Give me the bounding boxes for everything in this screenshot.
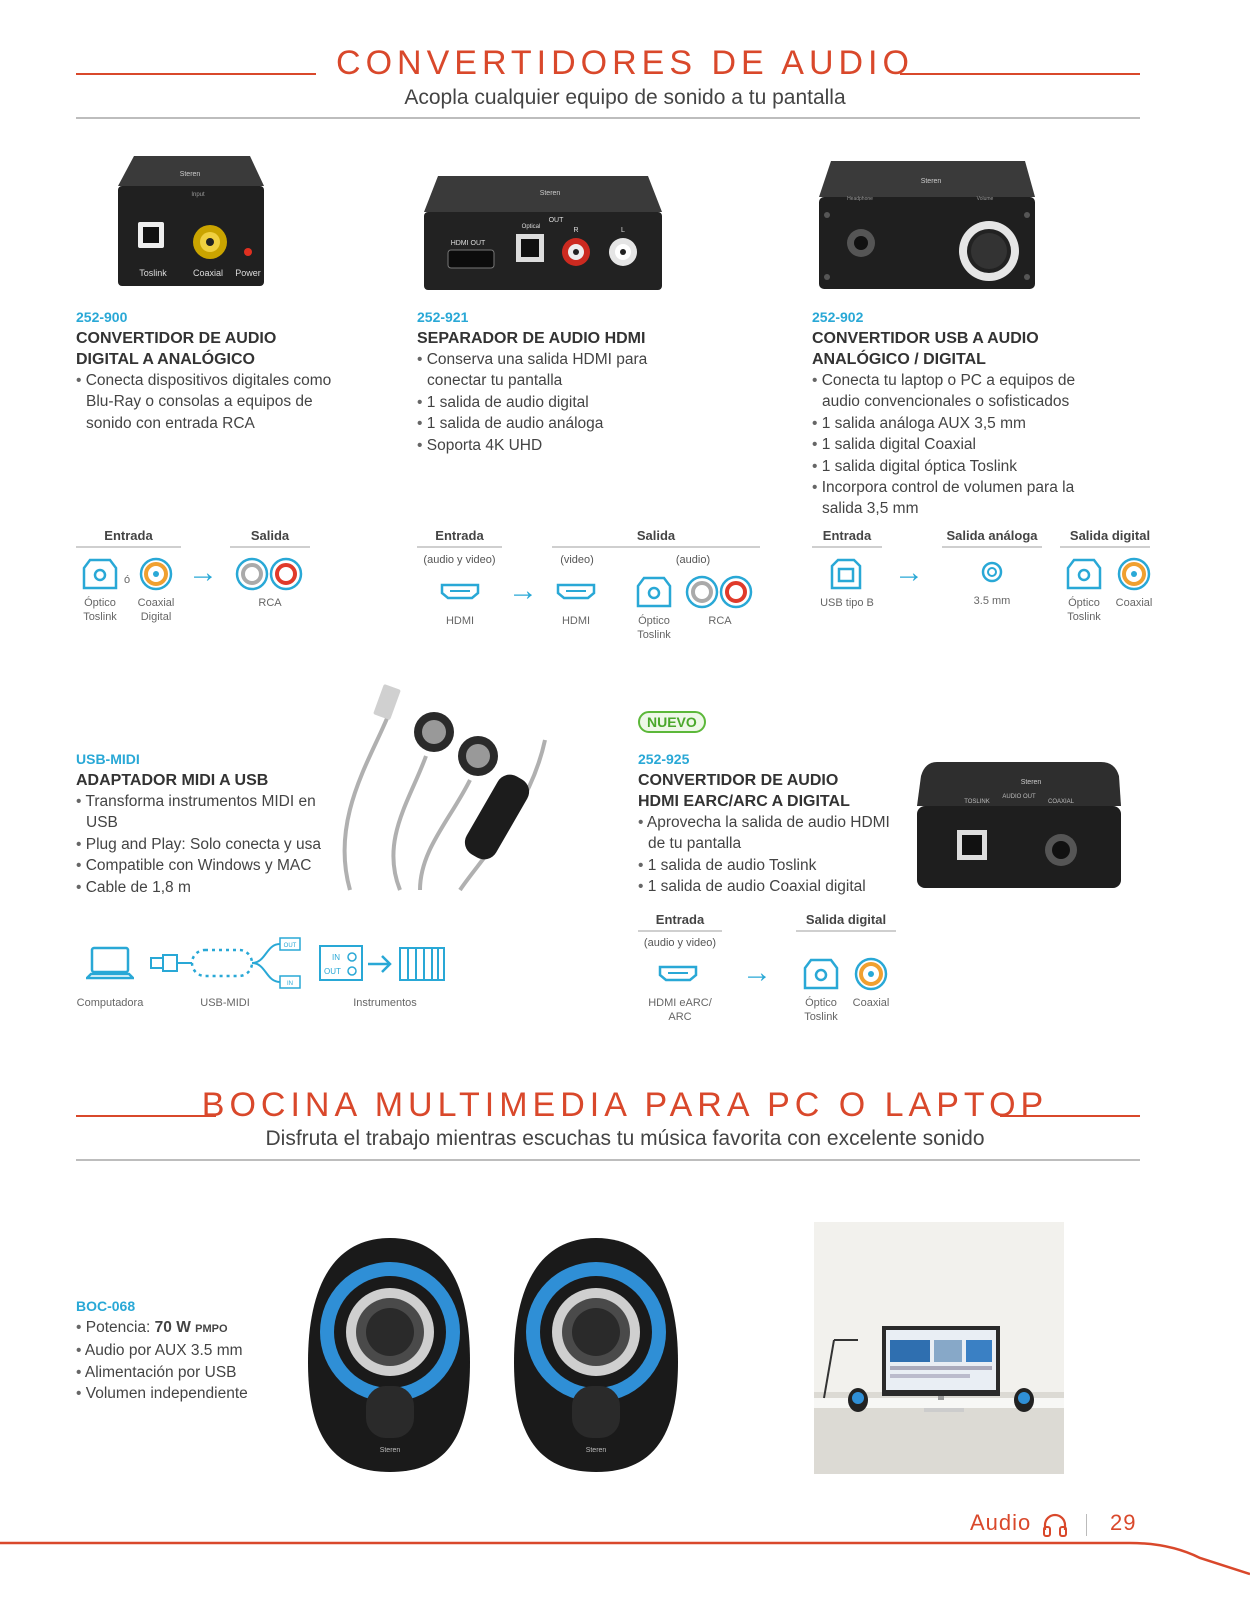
feature-item: • 1 salida análoga AUX 3,5 mm bbox=[812, 413, 1112, 434]
feature-item: • Compatible con Windows y MAC bbox=[76, 855, 326, 876]
diagram-header-salida-digital: Salida digital bbox=[805, 912, 887, 927]
svg-text:IN: IN bbox=[287, 981, 293, 987]
diagram-rule bbox=[76, 546, 181, 548]
device-brand: Steren bbox=[179, 171, 201, 178]
feature-item: • Aprovecha la salida de audio HDMI de tu pantalla bbox=[638, 812, 898, 855]
diagram-header-entrada: Entrada bbox=[822, 528, 872, 543]
hdmi-icon bbox=[440, 582, 480, 600]
laptop-icon bbox=[86, 946, 134, 982]
product-image-usb-midi bbox=[330, 680, 580, 895]
diagram-rule bbox=[552, 546, 760, 548]
diagram-rule bbox=[942, 546, 1042, 548]
feature-item: • Conecta dispositivos digitales como Blu-Ray o consolas a equipos de sonido con entrada RCA bbox=[76, 370, 346, 434]
feature-item: • Cable de 1,8 m bbox=[76, 877, 326, 898]
toslink-icon bbox=[80, 556, 120, 592]
section-subtitle: Acopla cualquier equipo de sonido a tu pantalla bbox=[404, 86, 846, 109]
product-image-boc-068 bbox=[300, 1232, 690, 1482]
svg-text:Coaxial: Coaxial bbox=[192, 268, 224, 278]
feature-item: • Incorpora control de volumen para la salida 3,5 mm bbox=[812, 477, 1112, 520]
footer-section-label: Audio bbox=[970, 1510, 1032, 1535]
product-image-252-925 bbox=[915, 758, 1125, 893]
page-number: 29 bbox=[1110, 1510, 1137, 1535]
instruments-icon bbox=[318, 944, 448, 984]
toslink-icon bbox=[801, 956, 841, 992]
jack-35mm-icon bbox=[980, 560, 1004, 584]
speaker-left bbox=[308, 1238, 470, 1472]
toslink-icon bbox=[1064, 556, 1104, 592]
sku-252-900: 252-900 bbox=[76, 309, 128, 325]
sku-boc-068: BOC-068 bbox=[76, 1298, 136, 1314]
feature-item: • 1 salida de audio digital bbox=[417, 392, 667, 413]
rca-icon bbox=[684, 574, 756, 610]
feature-item: • Potencia: 70 W PMPO bbox=[76, 1317, 306, 1340]
svg-text:Steren: Steren bbox=[585, 1447, 607, 1454]
section-title: CONVERTIDORES DE AUDIO bbox=[336, 44, 914, 82]
feature-item: • Audio por AUX 3.5 mm bbox=[76, 1340, 306, 1361]
features-252-902 bbox=[812, 370, 1112, 520]
toslink-icon bbox=[634, 574, 674, 610]
feature-item: • Plug and Play: Solo conecta y usa bbox=[76, 834, 326, 855]
diagram-rule bbox=[230, 546, 310, 548]
features-252-900 bbox=[76, 370, 346, 434]
diagram-rule bbox=[796, 930, 896, 932]
product-image-252-921 bbox=[420, 170, 665, 295]
usb-b-icon bbox=[828, 556, 864, 592]
features-252-921 bbox=[417, 349, 667, 456]
section-subtitle-2: Disfruta el trabajo mientras escuchas tu música favorita con excelente sonido bbox=[265, 1127, 985, 1150]
feature-item: • 1 salida de audio Toslink bbox=[638, 855, 898, 876]
new-badge: NUEVO bbox=[638, 711, 706, 733]
lifestyle-photo bbox=[814, 1222, 1064, 1474]
hdmi-icon bbox=[556, 582, 596, 600]
feature-item: • Conserva una salida HDMI para conectar tu pantalla bbox=[417, 349, 667, 392]
arrow-right-icon: → bbox=[188, 556, 218, 589]
features-252-925 bbox=[638, 812, 898, 898]
svg-text:R: R bbox=[573, 227, 579, 234]
diagram-rule bbox=[417, 546, 502, 548]
feature-item: • 1 salida de audio análoga bbox=[417, 413, 667, 434]
arrow-right-icon: → bbox=[742, 956, 772, 989]
sku-252-902: 252-902 bbox=[812, 309, 864, 325]
svg-text:L: L bbox=[621, 227, 625, 234]
section-divider bbox=[76, 1159, 1140, 1161]
svg-text:OUT: OUT bbox=[283, 943, 297, 949]
sku-252-925: 252-925 bbox=[638, 751, 690, 767]
speaker-right bbox=[514, 1238, 678, 1472]
svg-text:Steren: Steren bbox=[1020, 779, 1042, 786]
svg-text:Optical: Optical bbox=[521, 224, 541, 230]
diagram-header-entrada: Entrada bbox=[104, 528, 153, 543]
svg-text:AUDIO OUT: AUDIO OUT bbox=[1002, 794, 1036, 800]
sku-usb-midi: USB-MIDI bbox=[76, 751, 140, 767]
svg-text:Steren: Steren bbox=[920, 178, 942, 185]
product-name-252-902: CONVERTIDOR USB A AUDIO ANALÓGICO / DIGITAL bbox=[812, 330, 1039, 368]
feature-item: • Transforma instrumentos MIDI en USB bbox=[76, 791, 326, 834]
svg-text:OUT: OUT bbox=[324, 967, 341, 976]
svg-text:Steren: Steren bbox=[379, 1447, 401, 1454]
arrow-right-icon: → bbox=[894, 556, 924, 589]
diagram-rule bbox=[812, 546, 882, 548]
svg-text:TOSLINK: TOSLINK bbox=[964, 799, 990, 805]
feature-item: • 1 salida digital Coaxial bbox=[812, 434, 1112, 455]
diagram-header-salida-analoga: Salida análoga bbox=[946, 528, 1038, 543]
diagram-header-salida: Salida bbox=[250, 528, 290, 543]
product-name-252-900: CONVERTIDOR DE AUDIO DIGITAL A ANALÓGICO bbox=[76, 330, 277, 368]
headphones-icon bbox=[1042, 1512, 1068, 1538]
hdmi-icon bbox=[658, 964, 698, 982]
feature-item: • 1 salida de audio Coaxial digital bbox=[638, 876, 898, 897]
feature-item: • Volumen independiente bbox=[76, 1383, 306, 1404]
product-name-252-925: CONVERTIDOR DE AUDIO HDMI EARC/ARC A DIGITAL bbox=[638, 772, 850, 810]
coaxial-icon bbox=[1116, 556, 1152, 592]
feature-item: • Conecta tu laptop o PC a equipos de audio convencionales o sofisticados bbox=[812, 370, 1112, 413]
footer-divider bbox=[1086, 1514, 1087, 1536]
svg-text:Volume: Volume bbox=[976, 196, 994, 202]
svg-text:Power: Power bbox=[235, 268, 261, 278]
svg-text:Headphone: Headphone bbox=[847, 196, 873, 202]
rca-icon bbox=[234, 556, 306, 592]
svg-text:Steren: Steren bbox=[539, 190, 561, 197]
feature-item: • Alimentación por USB bbox=[76, 1362, 306, 1383]
product-image-252-902 bbox=[815, 155, 1040, 295]
product-image-252-900 bbox=[112, 150, 272, 290]
coaxial-icon bbox=[853, 956, 889, 992]
diagram-header-entrada: Entrada bbox=[435, 528, 484, 543]
section-title-2: BOCINA MULTIMEDIA PARA PC O LAPTOP bbox=[201, 1086, 1049, 1124]
arrow-right-icon: → bbox=[508, 574, 538, 607]
feature-item: • 1 salida digital óptica Toslink bbox=[812, 456, 1112, 477]
coaxial-icon bbox=[138, 556, 174, 592]
features-usb-midi bbox=[76, 791, 326, 898]
diagram-rule bbox=[638, 930, 722, 932]
diagram-rule bbox=[1060, 546, 1150, 548]
svg-text:Toslink: Toslink bbox=[139, 268, 167, 278]
diagram-header-entrada: Entrada bbox=[655, 912, 705, 927]
section-divider bbox=[76, 117, 1140, 119]
usb-midi-cable-icon bbox=[148, 936, 308, 992]
diagram-header-salida-digital: Salida digital bbox=[1069, 528, 1151, 543]
features-boc-068 bbox=[76, 1317, 306, 1405]
product-name-252-921: SEPARADOR DE AUDIO HDMI bbox=[417, 330, 646, 347]
svg-text:Input: Input bbox=[191, 192, 205, 198]
svg-text:HDMI OUT: HDMI OUT bbox=[450, 240, 486, 247]
footer-rule bbox=[0, 1536, 1250, 1576]
feature-item: • Soporta 4K UHD bbox=[417, 435, 667, 456]
svg-text:IN: IN bbox=[332, 953, 340, 962]
product-name-usb-midi: ADAPTADOR MIDI A USB bbox=[76, 772, 269, 789]
sku-252-921: 252-921 bbox=[417, 309, 469, 325]
svg-text:OUT: OUT bbox=[548, 217, 564, 224]
diagram-header-salida: Salida bbox=[636, 528, 676, 543]
svg-text:COAXIAL: COAXIAL bbox=[1047, 799, 1075, 805]
